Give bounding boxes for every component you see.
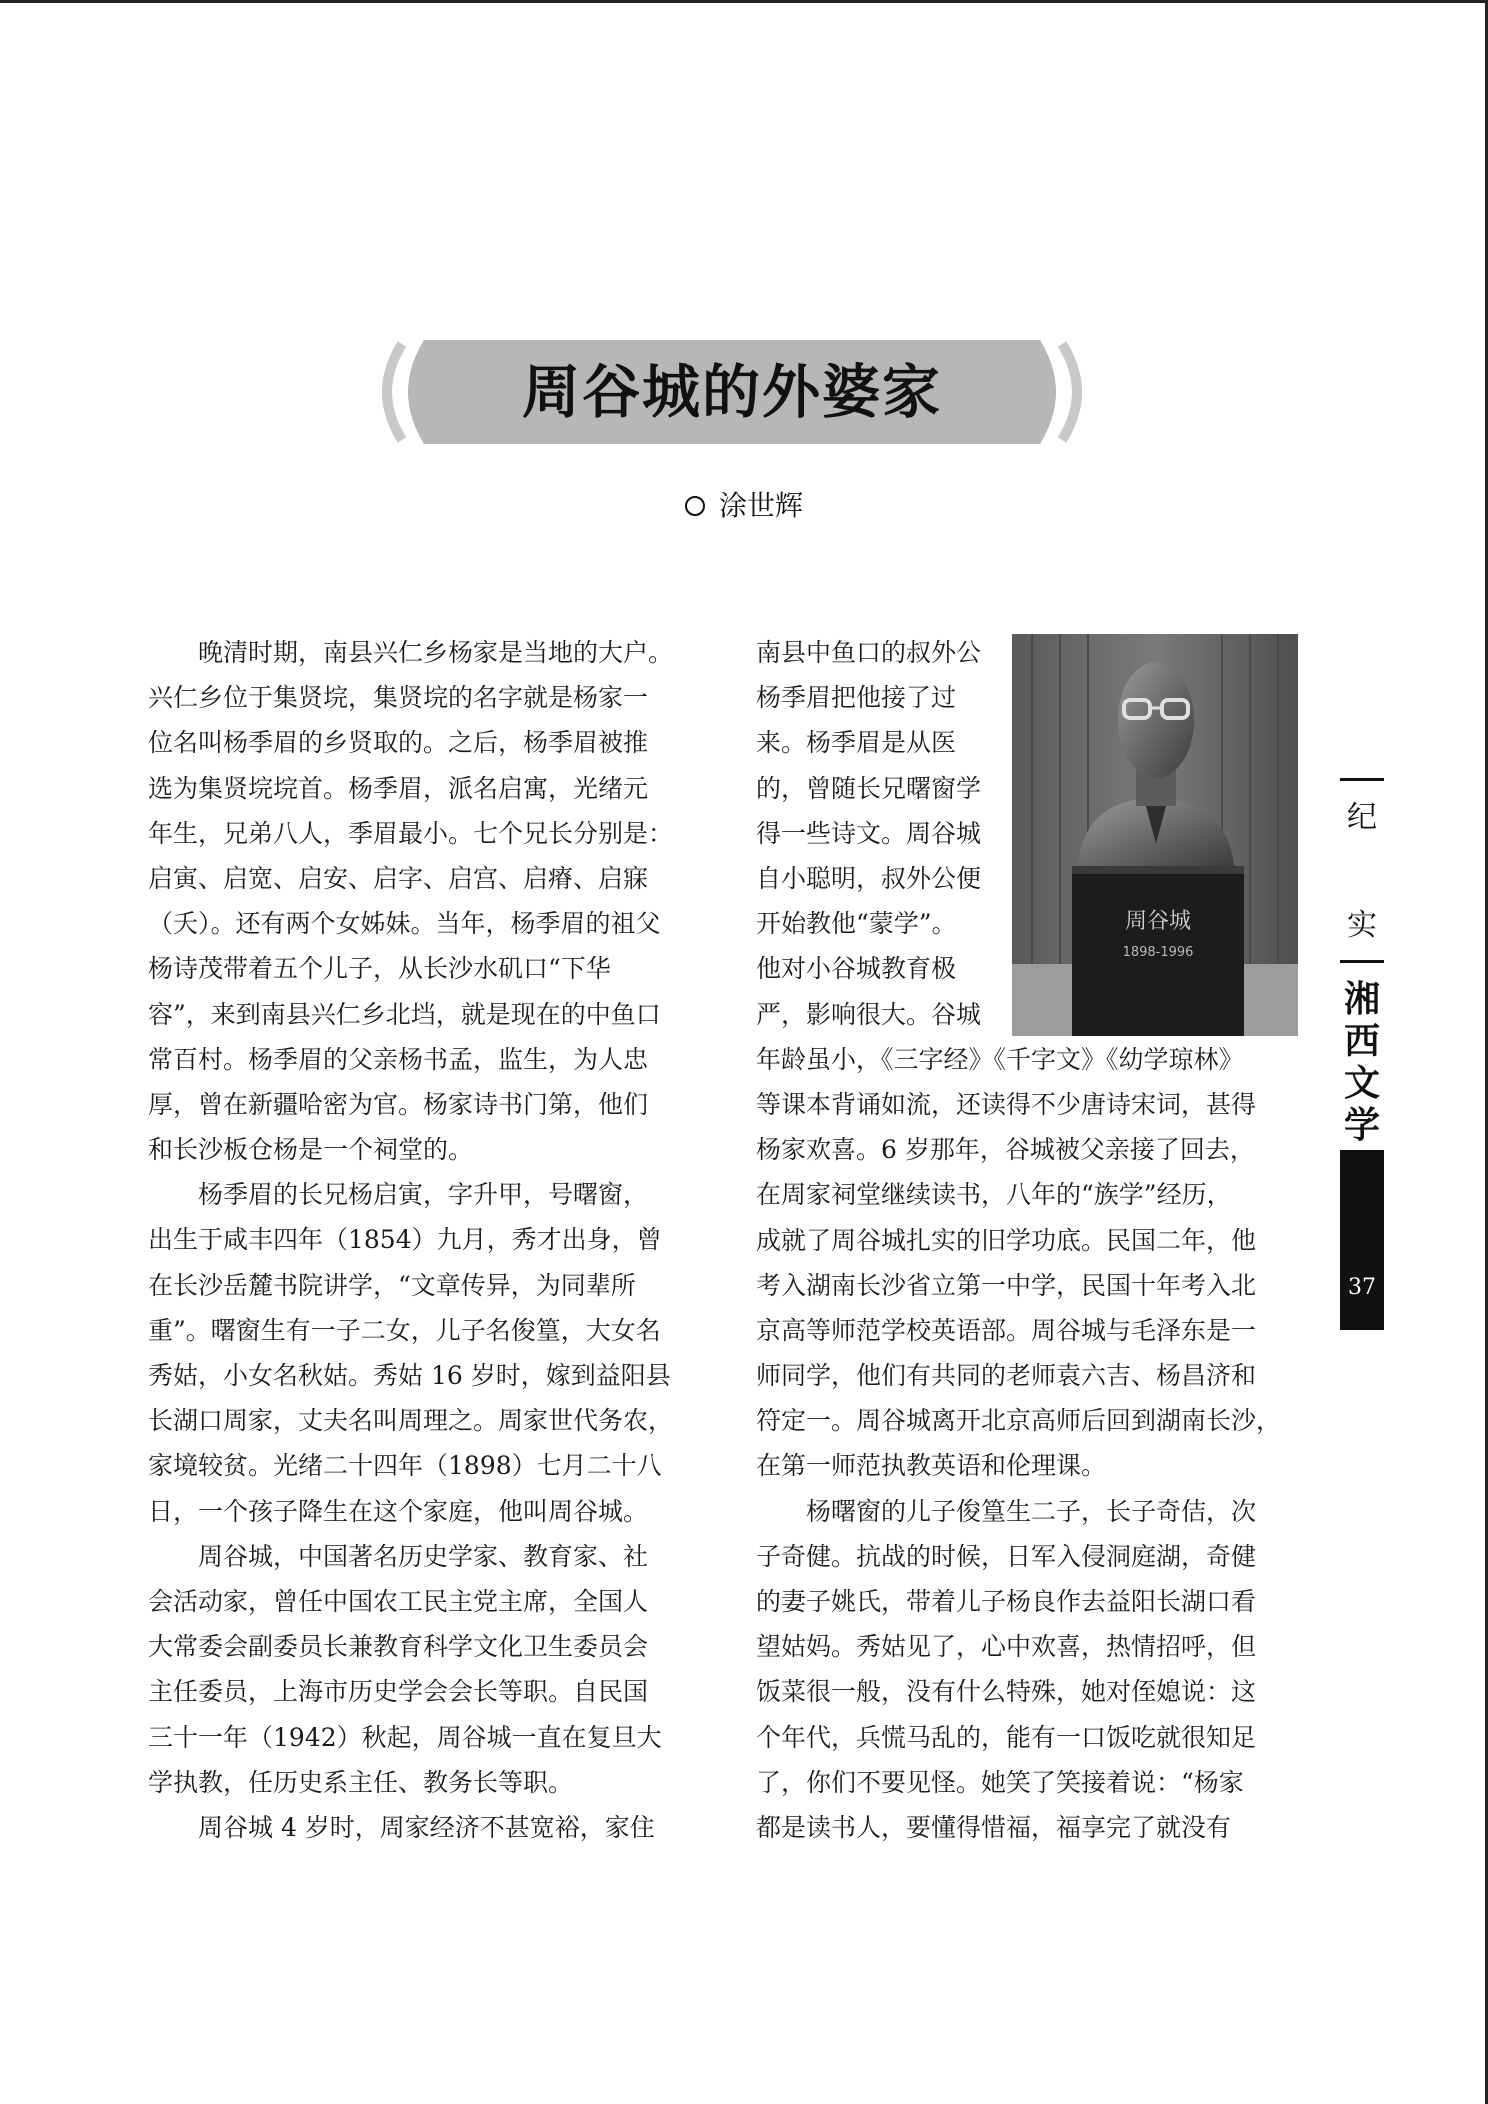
text-line: 常百村。杨季眉的父亲杨书孟，监生，为人忠 [148, 1044, 649, 1074]
text-line: 启寅、启宽、启安、启字、启宫、启瘠、启寐 [148, 863, 649, 893]
text-line: 兴仁乡位于集贤垸，集贤垸的名字就是杨家一 [148, 683, 649, 713]
text-line: 容”，来到南县兴仁乡北垱，就是现在的中鱼口 [148, 999, 661, 1029]
right-column-bottom [756, 1037, 1302, 1850]
text-line: 的妻子姚氏，带着儿子杨良作去益阳长湖口看 [756, 1587, 1257, 1617]
circle-icon [685, 496, 705, 516]
article-title: 周谷城的外婆家 [521, 358, 942, 426]
text-line: 大常委会副委员长兼教育科学文化卫生委员会 [148, 1632, 649, 1662]
page-number: 37 [1348, 1275, 1376, 1300]
text-line: 长湖口周家，丈夫名叫周理之。周家世代务农， [148, 1406, 674, 1436]
text-line: 成就了周谷城扎实的旧学功底。民国二年，他 [756, 1225, 1257, 1255]
text-line: 会活动家，曾任中国农工民主党主席，全国人 [148, 1586, 649, 1616]
text-line: 秀姑，小女名秋姑。秀姑 16 岁时，嫁到益阳县 [148, 1361, 671, 1390]
text-line: 三十一年（1942）秋起，周谷城一直在复旦大 [148, 1722, 662, 1752]
page-tab [1340, 1150, 1384, 1330]
text-line: 京高等师范学校英语部。周谷城与毛泽东是一 [756, 1315, 1257, 1345]
section-char-2: 实 [1347, 908, 1377, 943]
bust-photo [1012, 634, 1298, 1036]
text-line: 望姑妈。秀姑见了，心中欢喜，热情招呼，但 [756, 1632, 1257, 1662]
text-line: 出生于咸丰四年（1854）九月，秀才出身，曾 [148, 1225, 662, 1255]
side-rule-top [1340, 778, 1384, 781]
text-line: （夭）。还有两个女姊妹。当年，杨季眉的祖父 [148, 909, 661, 939]
text-line: 严，影响很大。谷城 [756, 999, 982, 1029]
text-line: 年生，兄弟八人，季眉最小。七个兄长分别是： [148, 818, 674, 848]
text-line: 等课本背诵如流，还读得不少唐诗宋词，甚得 [756, 1089, 1257, 1119]
text-line: 来。杨季眉是从医 [756, 728, 957, 758]
text-line: 符定一。周谷城离开北京高师后回到湖南长沙， [756, 1406, 1282, 1436]
left-column [148, 630, 696, 1850]
text-line: 子奇健。抗战的时候，日军入侵洞庭湖，奇健 [756, 1541, 1257, 1571]
section-char-1: 纪 [1347, 800, 1377, 835]
text-line: 厚，曾在新疆哈密为官。杨家诗书门第，他们 [148, 1089, 649, 1119]
text-line: 学执教，任历史系主任、教务长等职。 [148, 1767, 574, 1797]
text-line: 日，一个孩子降生在这个家庭，他叫周谷城。 [148, 1496, 649, 1526]
top-border [0, 0, 1488, 3]
text-line: 在周家祠堂继续读书，八年的“族学”经历， [756, 1180, 1232, 1210]
text-line: 他对小谷城教育极 [756, 954, 957, 984]
text-line: 都是读书人，要懂得惜福，福享完了就没有 [756, 1812, 1232, 1842]
text-line: 杨家欢喜。6 岁那年，谷城被父亲接了回去， [756, 1135, 1255, 1165]
magazine-logo-char: 西 [1343, 1020, 1380, 1062]
text-line: 杨曙窗的儿子俊篁生二子，长子奇佶，次 [756, 1496, 1257, 1526]
author-name: 涂世辉 [718, 489, 803, 522]
text-line: 位名叫杨季眉的乡贤取的。之后，杨季眉被推 [148, 728, 649, 758]
text-line: 南县中鱼口的叔外公 [756, 638, 982, 667]
text-line: 个年代，兵慌马乱的，能有一口饭吃就很知足 [756, 1722, 1257, 1752]
plaque-name: 周谷城 [1124, 909, 1192, 934]
text-line: 饭菜很一般，没有什么特殊，她对侄媳说：这 [756, 1677, 1257, 1707]
text-line: 和长沙板仓杨是一个祠堂的。 [148, 1135, 474, 1165]
magazine-logo-char: 文 [1343, 1062, 1380, 1104]
plaque-years: 1898-1996 [1122, 945, 1194, 960]
text-line: 得一些诗文。周谷城 [756, 818, 982, 848]
text-line: 主任委员，上海市历史学会会长等职。自民国 [148, 1677, 649, 1707]
text-line: 家境较贫。光绪二十四年（1898）七月二十八 [148, 1451, 662, 1481]
text-line: 周谷城，中国著名历史学家、教育家、社 [148, 1541, 649, 1571]
magazine-logo-char: 湘 [1343, 978, 1380, 1020]
text-line: 在第一师范执教英语和伦理课。 [756, 1451, 1107, 1481]
text-line: 开始教他“蒙学”。 [756, 909, 957, 939]
text-line: 重”。曙窗生有一子二女，儿子名俊篁，大女名 [148, 1315, 661, 1345]
text-line: 年龄虽小，《三字经》《千字文》《幼学琼林》 [756, 1044, 1244, 1074]
text-line: 晚清时期，南县兴仁乡杨家是当地的大户。 [148, 638, 674, 667]
magazine-logo-char: 学 [1343, 1104, 1380, 1146]
title-banner [372, 340, 1092, 444]
text-line: 周谷城 4 岁时，周家经济不甚宽裕，家住 [148, 1812, 655, 1842]
text-line: 考入湖南长沙省立第一中学，民国十年考入北 [756, 1270, 1257, 1300]
text-line: 了，你们不要见怪。她笑了笑接着说：“杨家 [756, 1767, 1244, 1797]
text-line: 的，曾随长兄曙窗学 [756, 773, 982, 803]
byline [0, 484, 1488, 524]
text-line: 师同学，他们有共同的老师袁六吉、杨昌济和 [756, 1361, 1257, 1391]
right-column-top [756, 630, 996, 1037]
text-line: 杨诗茂带着五个儿子，从长沙水矶口“下华 [148, 954, 611, 984]
text-line: 杨季眉的长兄杨启寅，字升甲，号曙窗， [148, 1180, 649, 1210]
magazine-logo [1338, 978, 1386, 1146]
text-line: 杨季眉把他接了过 [756, 683, 957, 713]
text-line: 自小聪明，叔外公便 [756, 863, 982, 893]
text-line: 在长沙岳麓书院讲学，“文章传异，为同辈所 [148, 1270, 636, 1300]
side-rule-bottom [1340, 960, 1384, 963]
text-line: 选为集贤垸垸首。杨季眉，派名启寓，光绪元 [148, 773, 649, 803]
